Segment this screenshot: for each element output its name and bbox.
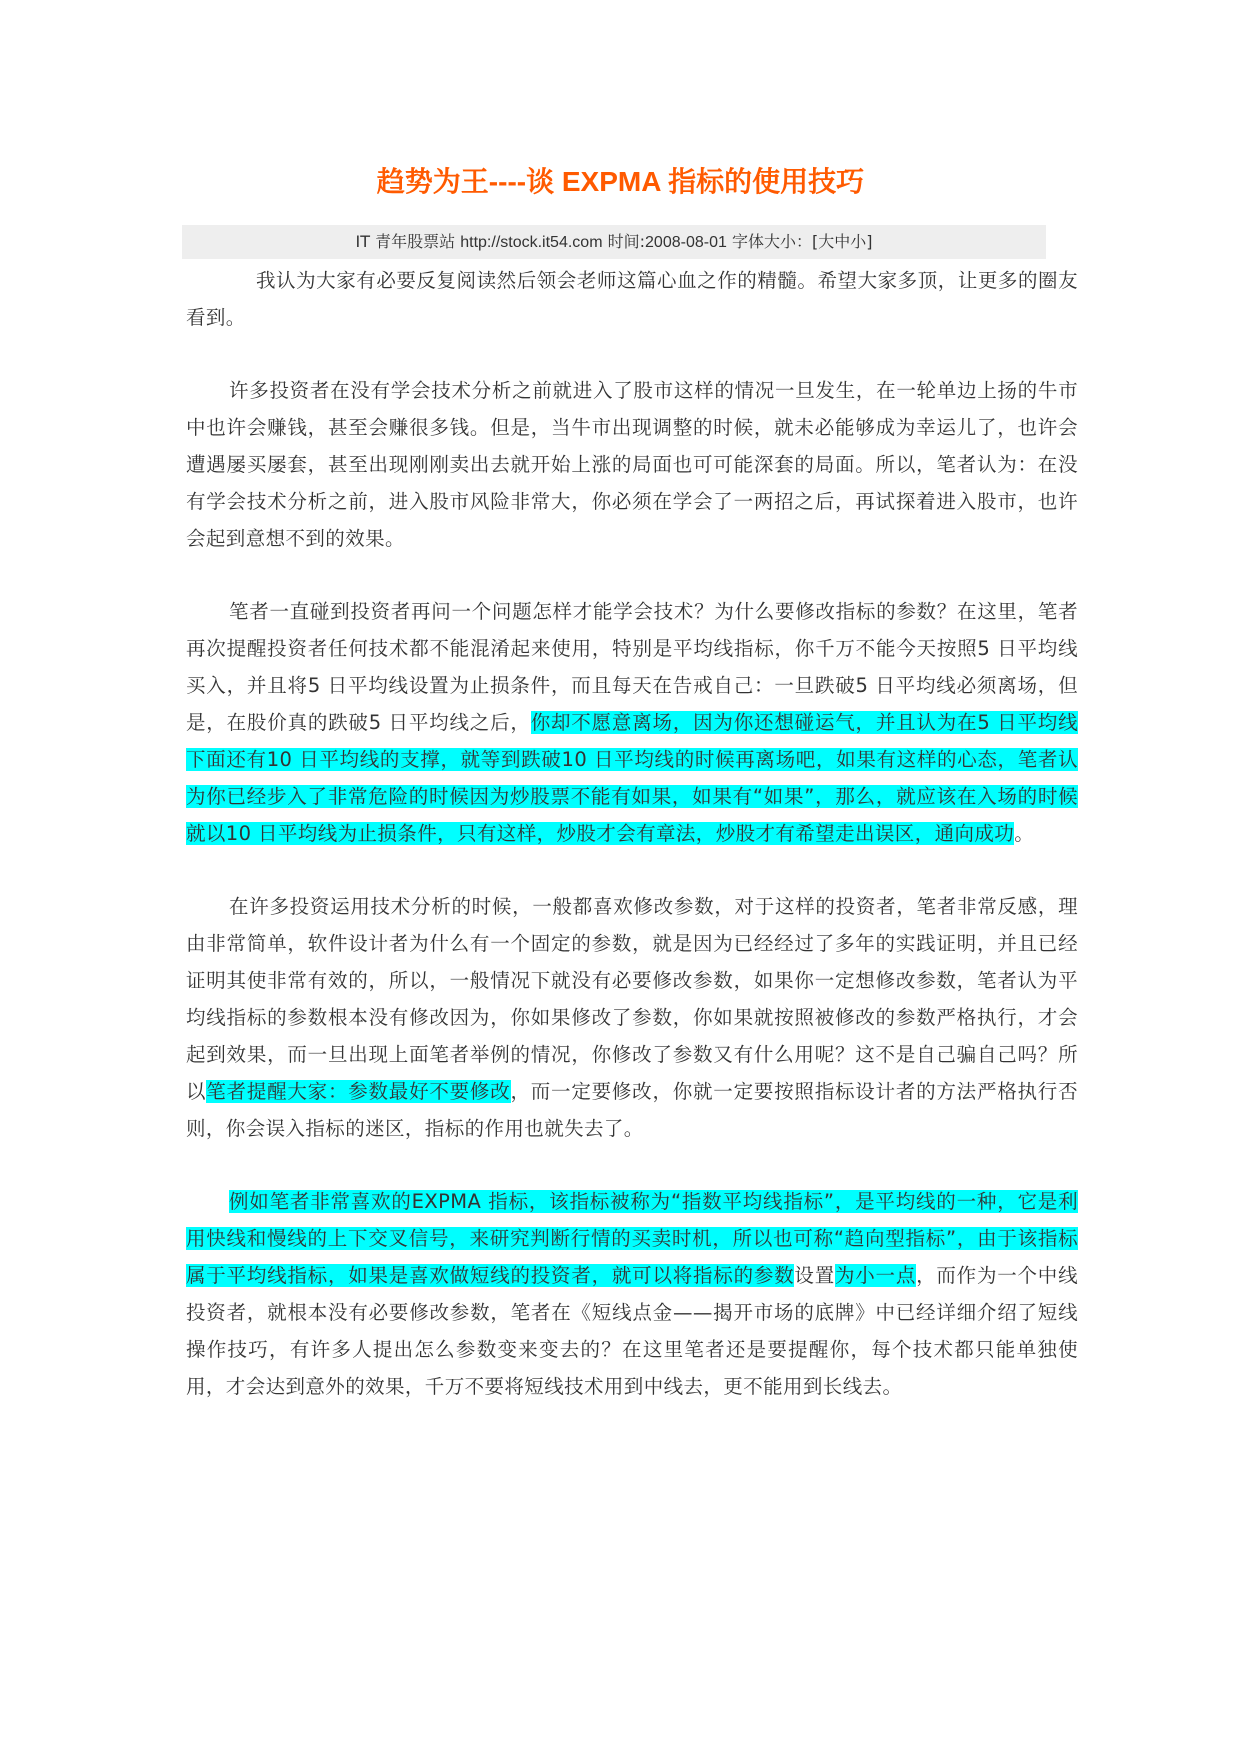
paragraph-text: 在许多投资运用技术分析的时候，一般都喜欢修改参数，对于这样的投资者，笔者非常反感，理由非常简单，软件设计者为什么有一个固定的参数，就是因为已经经过了多年的实践证明，并且已经证明其使非常有效的，所以，一般情况下就没有必要修改参数，如果你一定想修改参数，笔者认为平均线指标的参数根本没有修改因为，你如果修改了参数，你如果就按照被修改的参数严格执行，才会起到效果，而一旦出现上面笔者举例的情况，你修改了参数又有什么用呢？这不是自己骗自己吗？所以	[186, 895, 1078, 1103]
source-name: IT 青年股票站	[355, 232, 456, 251]
paragraph-intro	[186, 262, 1078, 336]
highlighted-text: 笔者提醒大家：参数最好不要修改	[206, 1080, 511, 1103]
highlighted-text: 例如笔者非常喜欢的EXPMA 指标，该指标被称为“指数平均线指标”，是平均线的一种，它是利用快线和慢线的上下交叉信号，来研究判断行情的买卖时机，所以也可称“趋向型指标”，由于该指标属于平均线指标，如果是喜欢做短线的投资者，就可以将指标的参数	[186, 1190, 1078, 1287]
paragraph-3	[186, 888, 1078, 1147]
font-size-selector[interactable]: 字体大小：[大中小]	[731, 232, 873, 251]
highlighted-text: 你却不愿意离场，因为你还想碰运气，并且认为在5 日平均线下面还有10 日平均线的支撑，就等到跌破10 日平均线的时候再离场吧，如果有这样的心态，笔者认为你已经步入了非常危险的时候因为炒股票不能有如果，如果有“如果”，那么，就应该在入场的时候就以10 日平均线为止损条件，只有这样，炒股才会有章法，炒股才有希望走出误区，通向成功	[186, 711, 1078, 845]
paragraph-4	[186, 1183, 1078, 1405]
paragraph-text: 许多投资者在没有学会技术分析之前就进入了股市这样的情况一旦发生，在一轮单边上扬的牛市中也许会赚钱，甚至会赚很多钱。但是，当牛市出现调整的时候，就未必能够成为幸运儿了，也许会遭遇屡买屡套，甚至出现刚刚卖出去就开始上涨的局面也可可能深套的局面。所以，笔者认为：在没有学会技术分析之前，进入股市风险非常大，你必须在学会了一两招之后，再试探着进入股市，也许会起到意想不到的效果。	[186, 379, 1078, 550]
paragraph-text: 。	[1014, 822, 1035, 845]
time-label: 时间:	[607, 232, 646, 251]
paragraph-2	[186, 593, 1078, 852]
article-title: 趋势为王----谈 EXPMA 指标的使用技巧	[376, 166, 865, 197]
article-body	[186, 262, 1078, 1405]
paragraph-text: ，而一定要修改，你就一定要按照指标设计者的方法严格执行否则，你会误入指标的迷区，指标的作用也就失去了。	[186, 1080, 1078, 1140]
article-meta-bar	[182, 225, 1046, 259]
paragraph-text: 笔者一直碰到投资者再问一个问题怎样才能学会技术？为什么要修改指标的参数？在这里，笔者再次提醒投资者任何技术都不能混淆起来使用，特别是平均线指标，你千万不能今天按照5 日平均线买入，并且将5 日平均线设置为止损条件，而且每天在告戒自己：一旦跌破5 日平均线必须离场，但是，在股价真的跌破5 日平均线之后，	[186, 600, 1078, 734]
paragraph-text: 我认为大家有必要反复阅读然后领会老师这篇心血之作的精髓。希望大家多顶，让更多的圈友看到。	[186, 269, 1078, 329]
highlighted-text: 为小一点	[834, 1264, 917, 1287]
publish-date: 2008-08-01	[645, 234, 727, 251]
source-url[interactable]: http://stock.it54.com	[460, 234, 603, 251]
paragraph-text: 设置	[794, 1264, 835, 1287]
paragraph-1	[186, 372, 1078, 557]
paragraph-text: ，而作为一个中线投资者，就根本没有必要修改参数，笔者在《短线点金——揭开市场的底牌》中已经详细介绍了短线操作技巧，有许多人提出怎么参数变来变去的？在这里笔者还是要提醒你，每个技术都只能单独使用，才会达到意外的效果，千万不要将短线技术用到中线去，更不能用到长线去。	[186, 1264, 1078, 1398]
